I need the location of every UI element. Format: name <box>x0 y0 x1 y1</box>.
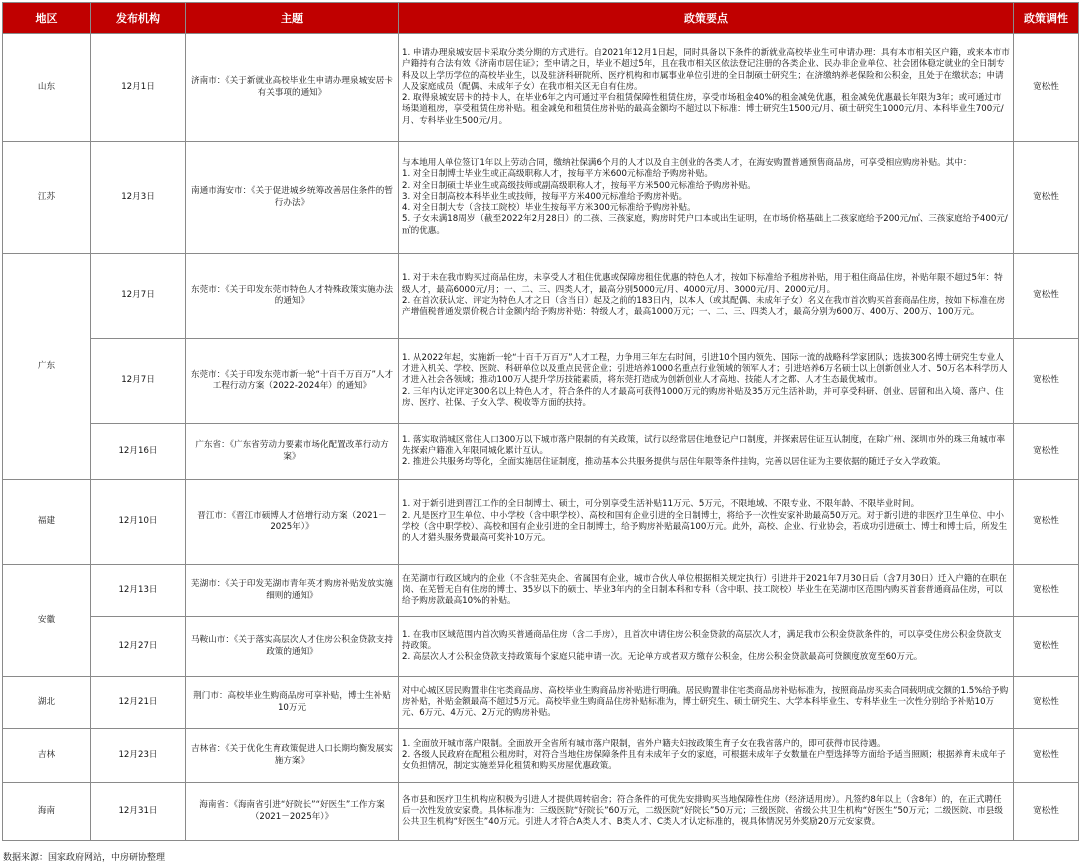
tone-cell: 宽松性 <box>1014 617 1079 677</box>
date-cell: 12月7日 <box>91 254 186 339</box>
table-row <box>3 480 1079 565</box>
policy-point: 2. 取得泉城安居卡的持卡人，在毕业6年之内可通过平台租赁保障性租赁住房，享受市场租金40%的租金减免优惠，租金减免优惠最长年限为3年；或可通过市场渠道租房，享受租赁住房补贴。租金减免和租赁住房补贴的最高金额均不超过以下标准：博士研究生1500元/月、硕士研究生1000元/月、本科毕业生700元/月、专科毕业生500元/月。 <box>402 93 1004 126</box>
table-row <box>3 729 1079 783</box>
points-cell <box>399 424 1014 480</box>
tone-cell: 宽松性 <box>1014 254 1079 339</box>
points-cell <box>399 339 1014 424</box>
points-cell <box>399 617 1014 677</box>
topic-cell: 广东省：《广东省劳动力要素市场化配置改革行动方案》 <box>186 424 399 480</box>
policy-point: 2. 在首次获认定、评定为特色人才之日（含当日）起及之前的183日内，以本人（或其配偶、未成年子女）名义在我市首次购买首套商品住房，按如下标准在房产增值税普通发票价税合计金额内给予购房补贴：特级人才，最高1000万元；一、二、三、四类人才，最高分别为600万、400万、200万、100万元。 <box>402 296 1006 318</box>
policy-point: 在芜湖市行政区域内的企业（不含驻芜央企、省属国有企业，城市合伙人单位根据相关规定执行）引进并于2021年7月30日后（含7月30日）迁入户籍的在职在岗、在芜暂无自有住房的博士、35岁以下的硕士、毕业3年内的全日制本科和专科（含中职、技工院校）毕业生在芜湖市区范围内购买首套普通商品住房，可以给予购房款最高10%的补贴。 <box>402 573 1007 607</box>
date-cell: 12月27日 <box>91 617 186 677</box>
region-cell: 安徽 <box>3 565 91 677</box>
policy-point: 1. 在我市区域范围内首次购买普通商品住房（含二手房），且首次申请住房公积金贷款的高层次人才，满足我市公积金贷款条件的，可以享受住房公积金贷款支持政策。 <box>402 629 1002 651</box>
table-row <box>3 783 1079 841</box>
region-cell: 江苏 <box>3 142 91 254</box>
header-policy-points: 政策要点 <box>399 3 1014 34</box>
topic-cell: 芜湖市：《关于印发芜湖市青年英才购房补贴发放实施细则的通知》 <box>186 565 399 617</box>
table-row <box>3 617 1079 677</box>
policy-point: 2. 对全日制硕士毕业生或高级技师或副高级职称人才，按每平方米500元标准给予购房补贴。 <box>402 180 756 191</box>
points-cell <box>399 480 1014 565</box>
topic-cell: 海南省：《海南省引进“好院长”“好医生”工作方案（2021－2025年）》 <box>186 783 399 841</box>
date-cell: 12月21日 <box>91 677 186 729</box>
tone-cell: 宽松性 <box>1014 783 1079 841</box>
region-cell: 湖北 <box>3 677 91 729</box>
tone-cell: 宽松性 <box>1014 677 1079 729</box>
points-cell <box>399 783 1014 841</box>
date-cell: 12月16日 <box>91 424 186 480</box>
topic-cell: 马鞍山市：《关于落实高层次人才住房公积金贷款支持政策的通知》 <box>186 617 399 677</box>
date-cell: 12月10日 <box>91 480 186 565</box>
policy-point: 3. 对全日制高校本科毕业生或技师，按每平方米400元标准给予购房补贴。 <box>402 191 688 202</box>
policy-point: 1. 从2022年起，实施新一轮“十百千万百万”人才工程，力争用三年左右时间，引进10个国内领先、国际一流的战略科学家团队；选拔300名博士研究生专业人才进入机关、学校、医院、科研单位以及重点民营企业；引进培养1000名重点行业领域的领军人才；引进培养6万名硕士以上创新创业人才、50万名本科学历人才进入社会各领域；推动100万人提升学历技能素质，将东莞打造成为创新创业人才高地、技能人才之都、人才生态最优城市。 <box>402 352 1008 386</box>
header-publisher: 发布机构 <box>91 3 186 34</box>
date-cell: 12月3日 <box>91 142 186 254</box>
tone-cell: 宽松性 <box>1014 424 1079 480</box>
topic-cell: 东莞市：《关于印发东莞市特色人才特殊政策实施办法的通知》 <box>186 254 399 339</box>
header-policy-tone: 政策调性 <box>1014 3 1079 34</box>
points-cell <box>399 34 1014 142</box>
tone-cell: 宽松性 <box>1014 565 1079 617</box>
policy-point: 与本地用人单位签订1年以上劳动合同，缴纳社保满6个月的人才以及自主创业的各类人才，在海安购置普通预售商品房，可享受相应购房补贴。其中： <box>402 157 972 168</box>
region-cell: 福建 <box>3 480 91 565</box>
table-header-row <box>3 3 1079 34</box>
tone-cell: 宽松性 <box>1014 34 1079 142</box>
date-cell: 12月7日 <box>91 339 186 424</box>
points-cell <box>399 729 1014 783</box>
policy-point: 1. 全面放开城市落户限制。全面放开全省所有城市落户限制，省外户籍夫妇按政策生育子女在我省落户的，即可获得市民待遇。 <box>402 738 886 749</box>
topic-cell: 吉林省：《关于优化生育政策促进人口长期均衡发展实施方案》 <box>186 729 399 783</box>
policy-point: 1. 落实取消城区常住人口300万以下城市落户限制的有关政策，试行以经常居住地登记户口制度，并探索居住证互认制度，在除广州、深圳市外的珠三角城市率先探索户籍准入年限同城化累计互认。 <box>402 434 1006 456</box>
policy-point: 4. 对全日制大专（含技工院校）毕业生按每平方米300元标准给予购房补贴。 <box>402 203 696 214</box>
topic-cell: 南通市海安市：《关于促进城乡统筹改善居住条件的暂行办法》 <box>186 142 399 254</box>
policy-point: 1. 对于新引进到晋江工作的全日制博士、硕士，可分别享受生活补贴11万元、5万元，不限地域、不限专业、不限年龄、不限毕业时间。 <box>402 499 920 510</box>
date-cell: 12月23日 <box>91 729 186 783</box>
points-cell <box>399 677 1014 729</box>
policy-point: 2. 各级人民政府在配租公租房时，对符合当地住房保障条件且有未成年子女的家庭，可根据未成年子女数量在户型选择等方面给予适当照顾；根据养育未成年子女负担情况，制定实施差异化租赁和购买房屋优惠政策。 <box>402 749 1006 772</box>
table-row <box>3 677 1079 729</box>
points-cell <box>399 142 1014 254</box>
date-cell: 12月13日 <box>91 565 186 617</box>
policy-point: 2. 推进公共服务均等化，全面实施居住证制度，推动基本公共服务提供与居住年限等条件挂钩，完善以居住证为主要依据的随迁子女入学政策。 <box>402 457 946 468</box>
policy-point: 对中心城区居民购置非住宅类商品房、高校毕业生购商品房补贴进行明确。居民购置非住宅类商品房补贴标准为，按照商品房买卖合同载明成交额的1.5%给予购房补贴，补贴金额最高不超过5万元。高校毕业生购商品住房补贴标准为，博士研究生、硕士研究生、大学本科毕业生、专科毕业生一次性分别给予补贴10万元、6万元、4万元、2万元的购房补贴。 <box>402 685 1009 719</box>
topic-cell: 济南市：《关于新就业高校毕业生申请办理泉城安居卡有关事项的通知》 <box>186 34 399 142</box>
data-source-note: 数据来源：国家政府网站，中房研协整理 <box>3 853 166 863</box>
region-cell: 海南 <box>3 783 91 841</box>
topic-cell: 晋江市：《晋江市硕博人才倍增行动方案（2021－2025年）》 <box>186 480 399 565</box>
table-row <box>3 424 1079 480</box>
policy-point: 2. 高层次人才公积金贷款支持政策每个家庭只能申请一次。无论单方或者双方缴存公积金，住房公积金贷款最高可贷额度放宽至60万元。 <box>402 652 923 663</box>
policy-point: 1. 对全日制博士毕业生或正高级职称人才，按每平方米600元标准给予购房补贴。 <box>402 169 713 180</box>
policy-table <box>2 2 1079 841</box>
header-topic: 主题 <box>186 3 399 34</box>
region-cell: 吉林 <box>3 729 91 783</box>
table-row <box>3 254 1079 339</box>
date-cell: 12月1日 <box>91 34 186 142</box>
policy-point: 1. 对于未在我市购买过商品住房，未享受人才租住优惠或保障房租住优惠的特色人才，按如下标准给予租房补贴，用于租住商品住房，补贴年限不超过5年：特级人才，最高6000元/月；一、二、三、四类人才，最高分别5000元/月、4000元/月、3000元/月、2000元/月。 <box>402 273 1003 295</box>
policy-point: 2. 凡是医疗卫生单位、中小学校（含中职学校）、高校和国有企业引进的全日制博士，将给予一次性安家补助最高50万元。对于新引进的非医疗卫生单位、中小学校（含中职学校）、高校和国有企业引进的全日制博士，给予购房补贴最高100万元。此外，高校、企业、行业协会，若成功引进硕士、博士和博士后，所发生的人才猎头服务费最高可奖补10万元。 <box>402 510 1008 544</box>
policy-point: 各市县和医疗卫生机构应积极为引进人才提供周转宿舍；符合条件的可优先安排购买当地保障性住房（经济适用房）。凡签约8年以上（含8年）的，在正式聘任后一次性发放安家费。具体标准为：三级医院“好院长”60万元，二级医院“好院长”50万元；三级医院、省级公共卫生机构“好医生”50万元；二级医院、市县级公共卫生机构“好医生”40万元。引进人才符合A类人才、B类人才、C类人才认定标准的，视具体情况另外奖励20万元安家费。 <box>402 794 1003 828</box>
header-region: 地区 <box>3 3 91 34</box>
tone-cell: 宽松性 <box>1014 729 1079 783</box>
date-cell: 12月31日 <box>91 783 186 841</box>
topic-cell: 东莞市：《关于印发东莞市新一轮“十百千万百万”人才工程行动方案（2022-2024年）的通知》 <box>186 339 399 424</box>
table-row <box>3 142 1079 254</box>
table-row <box>3 565 1079 617</box>
topic-cell: 荆门市：高校毕业生购商品房可享补贴，博士生补贴10万元 <box>186 677 399 729</box>
table-row <box>3 34 1079 142</box>
points-cell <box>399 565 1014 617</box>
points-cell <box>399 254 1014 339</box>
tone-cell: 宽松性 <box>1014 339 1079 424</box>
region-cell: 山东 <box>3 34 91 142</box>
policy-point: 1. 申请办理泉城安居卡采取分类分期的方式进行。自2021年12月1日起，同时具备以下条件的新就业高校毕业生可申请办理：具有本市相关区户籍，或来本市市户籍持有合法有效《济南市居住证》；至申请之日，毕业不超过5年，且在我市相关区依法登记注册的各类企业、民办非企业单位、社会团体稳定就业的全日制专科及以上学历学位的高校毕业生，以及驻济科研院所、医疗机构和市属事业单位引进的全日制硕士研究生；在济缴纳养老保险和公积金，且处于在缴状态；申请人及家庭成员（配偶、未成年子女）在我市相关区无自有住房。 <box>402 47 1010 92</box>
tone-cell: 宽松性 <box>1014 142 1079 254</box>
tone-cell: 宽松性 <box>1014 480 1079 565</box>
policy-point: 2. 三年内认定评定300名以上特色人才，符合条件的人才最高可获得1000万元的购房补贴及35万元生活补助，并可享受科研、创业、居留和出入境、落户、住房、医疗、社保、子女入学、税收等方面的扶持。 <box>402 386 1004 408</box>
table-row <box>3 339 1079 424</box>
policy-point: 5. 子女未满18周岁（截至2022年2月28日）的二孩、三孩家庭，购房时凭户口本或出生证明，在市场价格基础上二孩家庭给予200元/㎡、三孩家庭给予400元/㎡的优惠。 <box>402 214 1008 236</box>
region-cell: 广东 <box>3 254 91 480</box>
policy-table-container <box>2 2 1078 841</box>
